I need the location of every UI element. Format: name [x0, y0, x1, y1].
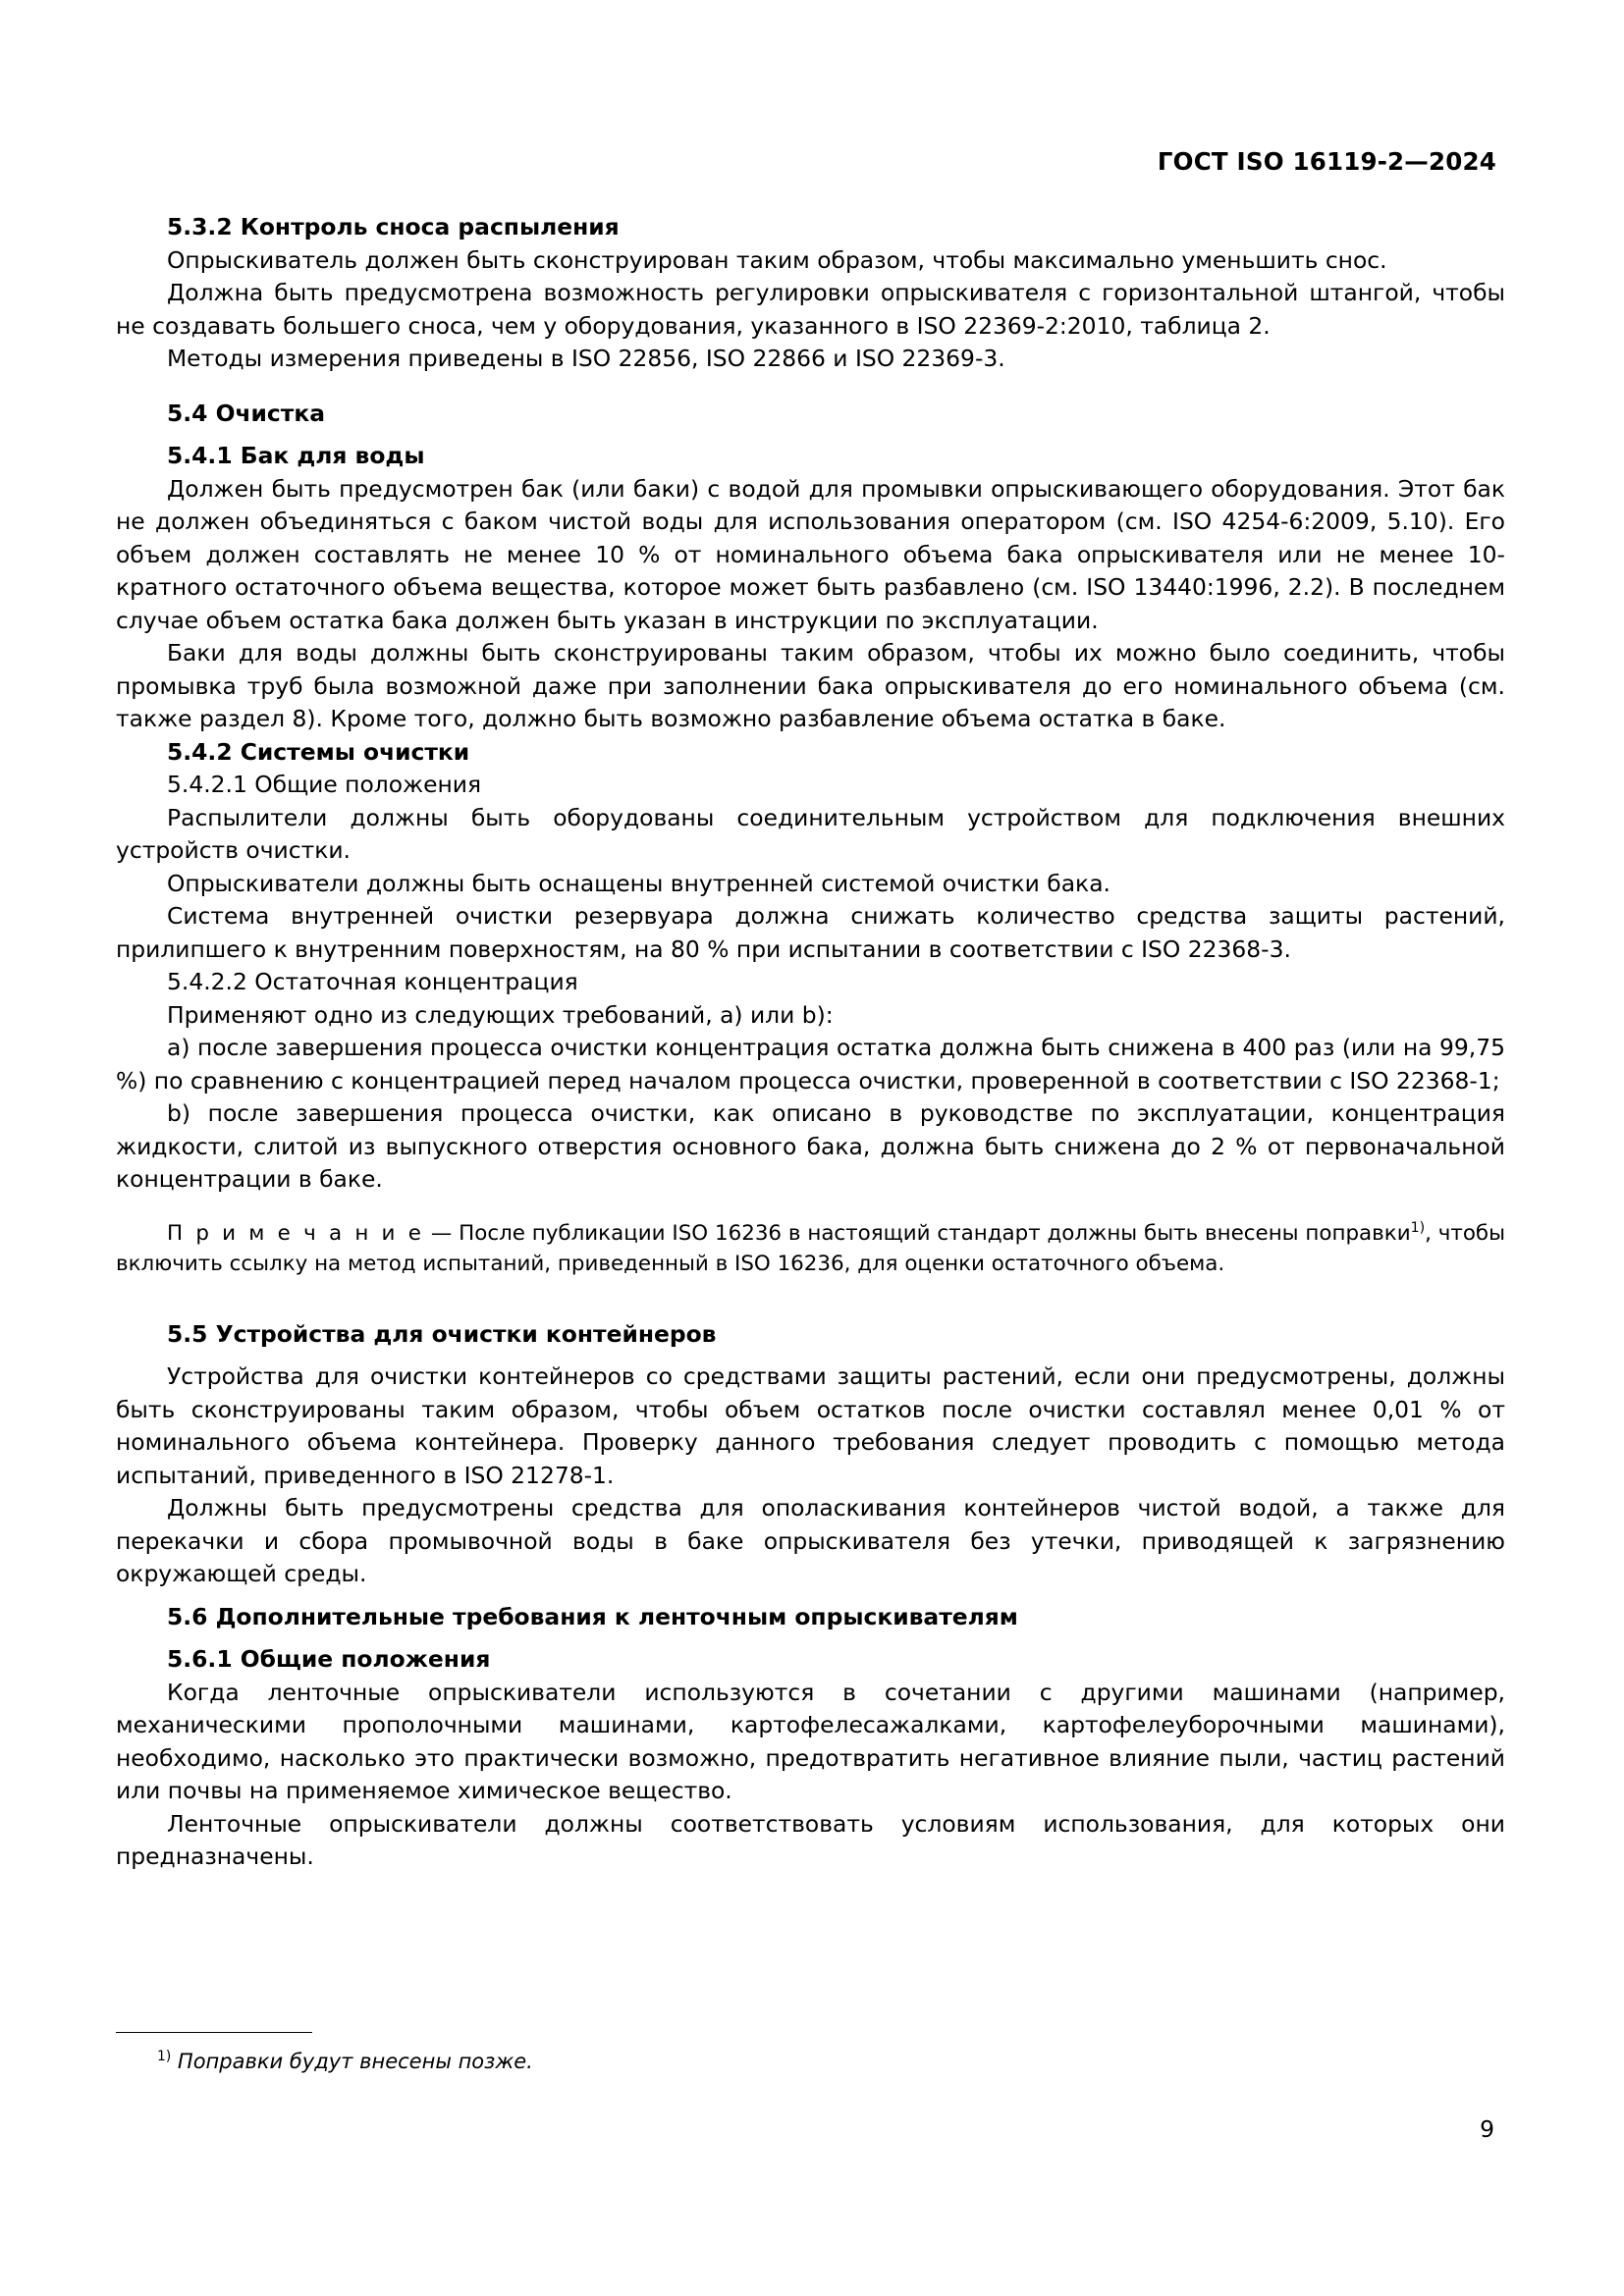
- list-item-b: b) после завершения процесса очистки, как описано в руководстве по эксплуатации, концентрация жидкости, слитой из выпускного отверстия основного бака, должна быть снижена до 2 % от первоначальной концентрации в баке.: [116, 1099, 1505, 1193]
- footnote-text: Поправки будут внесены позже.: [171, 2050, 533, 2073]
- footnote-divider: [116, 2032, 312, 2033]
- paragraph-5-3-2-3: Методы измерения приведены в ISO 22856, ISO 22866 и ISO 22369-3.: [167, 345, 1005, 372]
- footnote-marker: 1): [157, 2049, 172, 2064]
- paragraph-5-5-2: Должны быть предусмотрены средства для ополаскивания контейнеров чистой водой, а также для перекачки и сбора промывочной воды в баке опрыскивателя без утечки, приводящей к загрязнению окружающей среды.: [116, 1494, 1505, 1587]
- note-block: [116, 1218, 1505, 1279]
- heading-5-4-1: 5.4.1 Бак для воды: [167, 442, 425, 469]
- paragraph-5-3-2-2: Должна быть предусмотрена возможность регулировки опрыскивателя с горизонтальной штангой, чтобы не создавать большего сноса, чем у оборудования, указанного в ISO 22369-2:2010, таблица 2.: [116, 279, 1505, 340]
- list-item-a: a) после завершения процесса очистки концентрация остатка должна быть снижена в 400 раз (или на 99,75 %) по сравнению с концентрацией перед началом процесса очистки, проверенной в соответствии с ISO 22368-1;: [116, 1034, 1505, 1095]
- heading-5-4-2-2: 5.4.2.2 Остаточная концентрация: [167, 968, 578, 995]
- paragraph-5-5-1: Устройства для очистки контейнеров со средствами защиты растений, если они предусмотрены, должны быть сконструированы таким образом, чтобы объем остатков после очистки составлял менее 0,01 % от номинального объема контейнера. Проверку данного требования следует проводить с помощью метода испытаний, приведенного в ISO 21278-1.: [116, 1362, 1505, 1489]
- paragraph-5-4-2-1-1: Распылители должны быть оборудованы соединительным устройством для подключения внешних устройств очистки.: [116, 803, 1505, 864]
- paragraph-5-4-1-2: Баки для воды должны быть сконструированы таким образом, чтобы их можно было соединить, чтобы промывка труб была возможной даже при заполнении бака опрыскивателя до его номинального объема (см. также раздел 8). Кроме того, должно быть возможно разбавление объема остатка в баке.: [116, 639, 1505, 732]
- heading-5-6: 5.6 Дополнительные требования к ленточным опрыскивателям: [167, 1602, 1018, 1630]
- footnote: [157, 2047, 533, 2076]
- heading-5-6-1: 5.6.1 Общие положения: [167, 1645, 491, 1673]
- paragraph-5-4-2-1-2: Опрыскиватели должны быть оснащены внутренней системой очистки бака.: [167, 869, 1110, 897]
- paragraph-5-3-2-1: Опрыскиватель должен быть сконструирован таким образом, чтобы максимально уменьшить снос.: [167, 245, 1387, 274]
- note-text-part2: , чтобы включить ссылку на метод испытаний, приведенный в ISO 16236, для оценки остаточного объема.: [116, 1220, 1505, 1276]
- paragraph-5-4-2-1-3: Система внутренней очистки резервуара должна снижать количество средства защиты растений, прилипшего к внутренним поверхностям, на 80 % при испытании в соответствии с ISO 22368-3.: [116, 902, 1505, 963]
- heading-5-4-2: 5.4.2 Системы очистки: [167, 737, 470, 766]
- page-number: 9: [1480, 2115, 1494, 2143]
- note-footnote-marker: 1): [1410, 1219, 1426, 1236]
- heading-5-4-2-1: 5.4.2.1 Общие положения: [167, 771, 482, 798]
- note-label: П р и м е ч а н и е: [167, 1220, 425, 1246]
- heading-5-5: 5.5 Устройства для очистки контейнеров: [167, 1319, 717, 1348]
- paragraph-5-4-1-1: Должен быть предусмотрен бак (или баки) с водой для промывки опрыскивающего оборудования. Этот бак не должен объединяться с баком чистой воды для использования оператором (см. ISO 4254-6:2009, 5.10). Его объем должен составлять не менее 10 % от номинального объема бака опрыскивателя или не менее 10-кратного остаточного объема вещества, которое может быть разбавлено (см. ISO 13440:1996, 2.2). В последнем случае объем остатка бака должен быть указан в инструкции по эксплуатации.: [116, 474, 1505, 634]
- paragraph-5-4-2-2-1: Применяют одно из следующих требований, а) или b):: [167, 1000, 834, 1029]
- page-content: [116, 211, 1505, 1874]
- paragraph-5-6-1-1: Когда ленточные опрыскиватели используются в сочетании с другими машинами (например, механическими прополочными машинами, картофелесажалками, картофелеуборочными машинами), необходимо, насколько это практически возможно, предотвратить негативное влияние пыли, частиц растений или почвы на применяемое химическое вещество.: [116, 1678, 1505, 1804]
- paragraph-5-6-1-2: Ленточные опрыскиватели должны соответствовать условиям использования, для которых они предназначены.: [116, 1809, 1505, 1870]
- heading-5-3-2: 5.3.2 Контроль сноса распыления: [167, 213, 620, 240]
- note-text-part1: — После публикации ISO 16236 в настоящий стандарт должны быть внесены поправки: [424, 1220, 1411, 1246]
- page-header-standard-number: ГОСТ ISO 16119-2—2024: [1157, 147, 1496, 176]
- heading-5-4: 5.4 Очистка: [167, 399, 325, 427]
